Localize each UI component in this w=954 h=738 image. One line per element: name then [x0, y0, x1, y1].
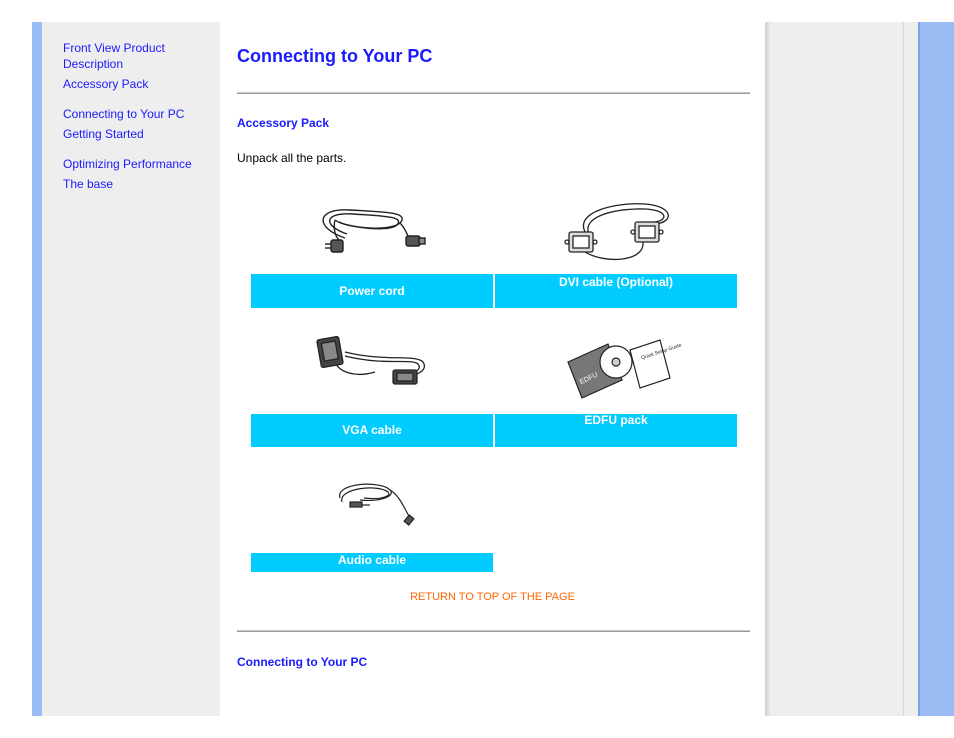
dvi-cable-image	[555, 192, 680, 277]
panel-divider-line	[903, 22, 904, 716]
section-title-accessory-pack: Accessory Pack	[237, 116, 330, 130]
right-accent-bar	[918, 22, 954, 716]
edfu-cd-label: EDFU	[578, 371, 600, 387]
sidebar-item-connecting[interactable]: Connecting to Your PC	[63, 107, 185, 121]
sidebar-item-front-view[interactable]: Front View Product Description	[63, 41, 165, 71]
caption-edfu-pack: EDFU pack	[495, 414, 737, 447]
return-to-top-link[interactable]: RETURN TO TOP OF THE PAGE	[410, 591, 575, 603]
sidebar-item-optimizing[interactable]: Optimizing Performance	[63, 157, 192, 171]
sidebar-item-accessory-pack[interactable]: Accessory Pack	[63, 77, 149, 91]
page-title: Connecting to Your PC	[237, 46, 433, 66]
power-cord-image	[305, 198, 435, 268]
accent-bar-edge	[918, 22, 920, 716]
sidebar	[42, 22, 220, 716]
intro-text: Unpack all the parts.	[237, 151, 347, 165]
section-title-connecting: Connecting to Your PC	[237, 655, 368, 669]
edfu-booklet-label: Quick Setup Guide	[640, 342, 683, 362]
right-margin-panel	[765, 22, 918, 716]
sidebar-item-getting-started[interactable]: Getting Started	[63, 127, 144, 141]
divider	[237, 92, 750, 94]
divider	[237, 630, 750, 632]
left-accent-bar	[32, 22, 42, 716]
sidebar-nav	[63, 40, 213, 192]
caption-vga-cable: VGA cable	[251, 414, 493, 447]
edfu-pack-image	[560, 332, 683, 402]
panel-shadow	[765, 22, 771, 716]
sidebar-item-the-base[interactable]: The base	[63, 177, 114, 191]
caption-power-cord: Power cord	[251, 274, 493, 308]
caption-audio-cable: Audio cable	[251, 553, 493, 572]
vga-cable-image	[305, 332, 435, 392]
audio-cable-image	[330, 478, 420, 526]
main-content	[220, 22, 765, 716]
caption-dvi-cable: DVI cable (Optional)	[495, 274, 737, 308]
